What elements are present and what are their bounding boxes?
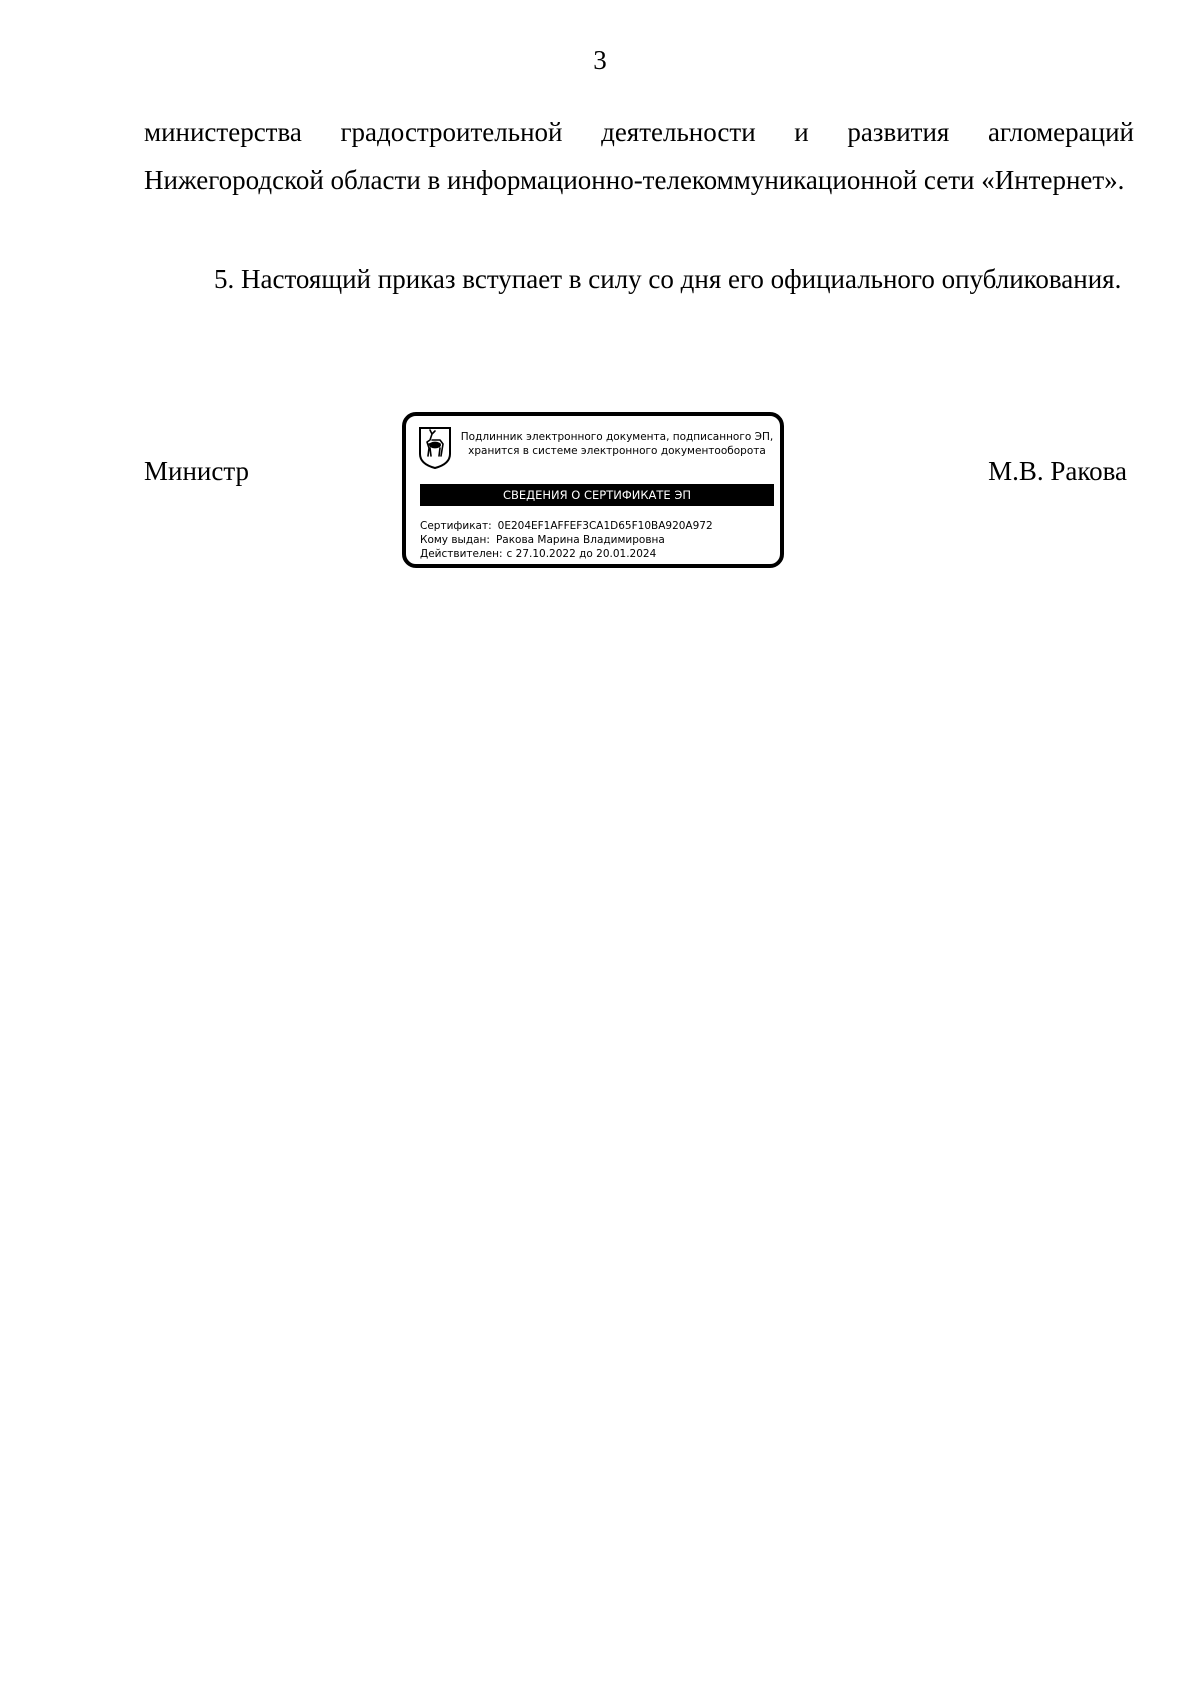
deer-coat-of-arms-icon <box>418 426 452 470</box>
paragraph-item-5: 5. Настоящий приказ вступает в силу со дня его официального опубликования. <box>214 264 1122 294</box>
stamp-heading-line-2: хранится в системе электронного документооборота <box>468 445 766 457</box>
certificate-value: 0E204EF1AFFEF3CA1D65F10BA920A972 <box>497 520 713 532</box>
issued-to-label: Кому выдан: <box>420 534 490 546</box>
valid-row <box>420 547 713 561</box>
certificate-label: Сертификат: <box>420 520 492 532</box>
signer-name: М.В. Ракова <box>988 456 1127 486</box>
issued-to-row <box>420 533 713 547</box>
paragraph-continuation: министерства градостроительной деятельности и развития агломераций Нижегородской области в информационно-телекоммуникационной сети «Интернет». <box>144 117 1134 195</box>
signer-position: Министр <box>144 456 249 486</box>
page-number: 3 <box>593 45 607 75</box>
certificate-info-bar: СВЕДЕНИЯ О СЕРТИФИКАТЕ ЭП <box>420 484 774 506</box>
valid-value: с 27.10.2022 до 20.01.2024 <box>506 548 657 560</box>
issued-to-value: Ракова Марина Владимировна <box>495 534 665 546</box>
electronic-signature-stamp <box>402 412 784 568</box>
stamp-heading-line-1: Подлинник электронного документа, подписанного ЭП, <box>460 431 774 443</box>
valid-label: Действителен: <box>420 548 503 560</box>
certificate-row <box>420 519 713 533</box>
certificate-details <box>420 519 713 561</box>
stamp-heading <box>458 430 776 458</box>
